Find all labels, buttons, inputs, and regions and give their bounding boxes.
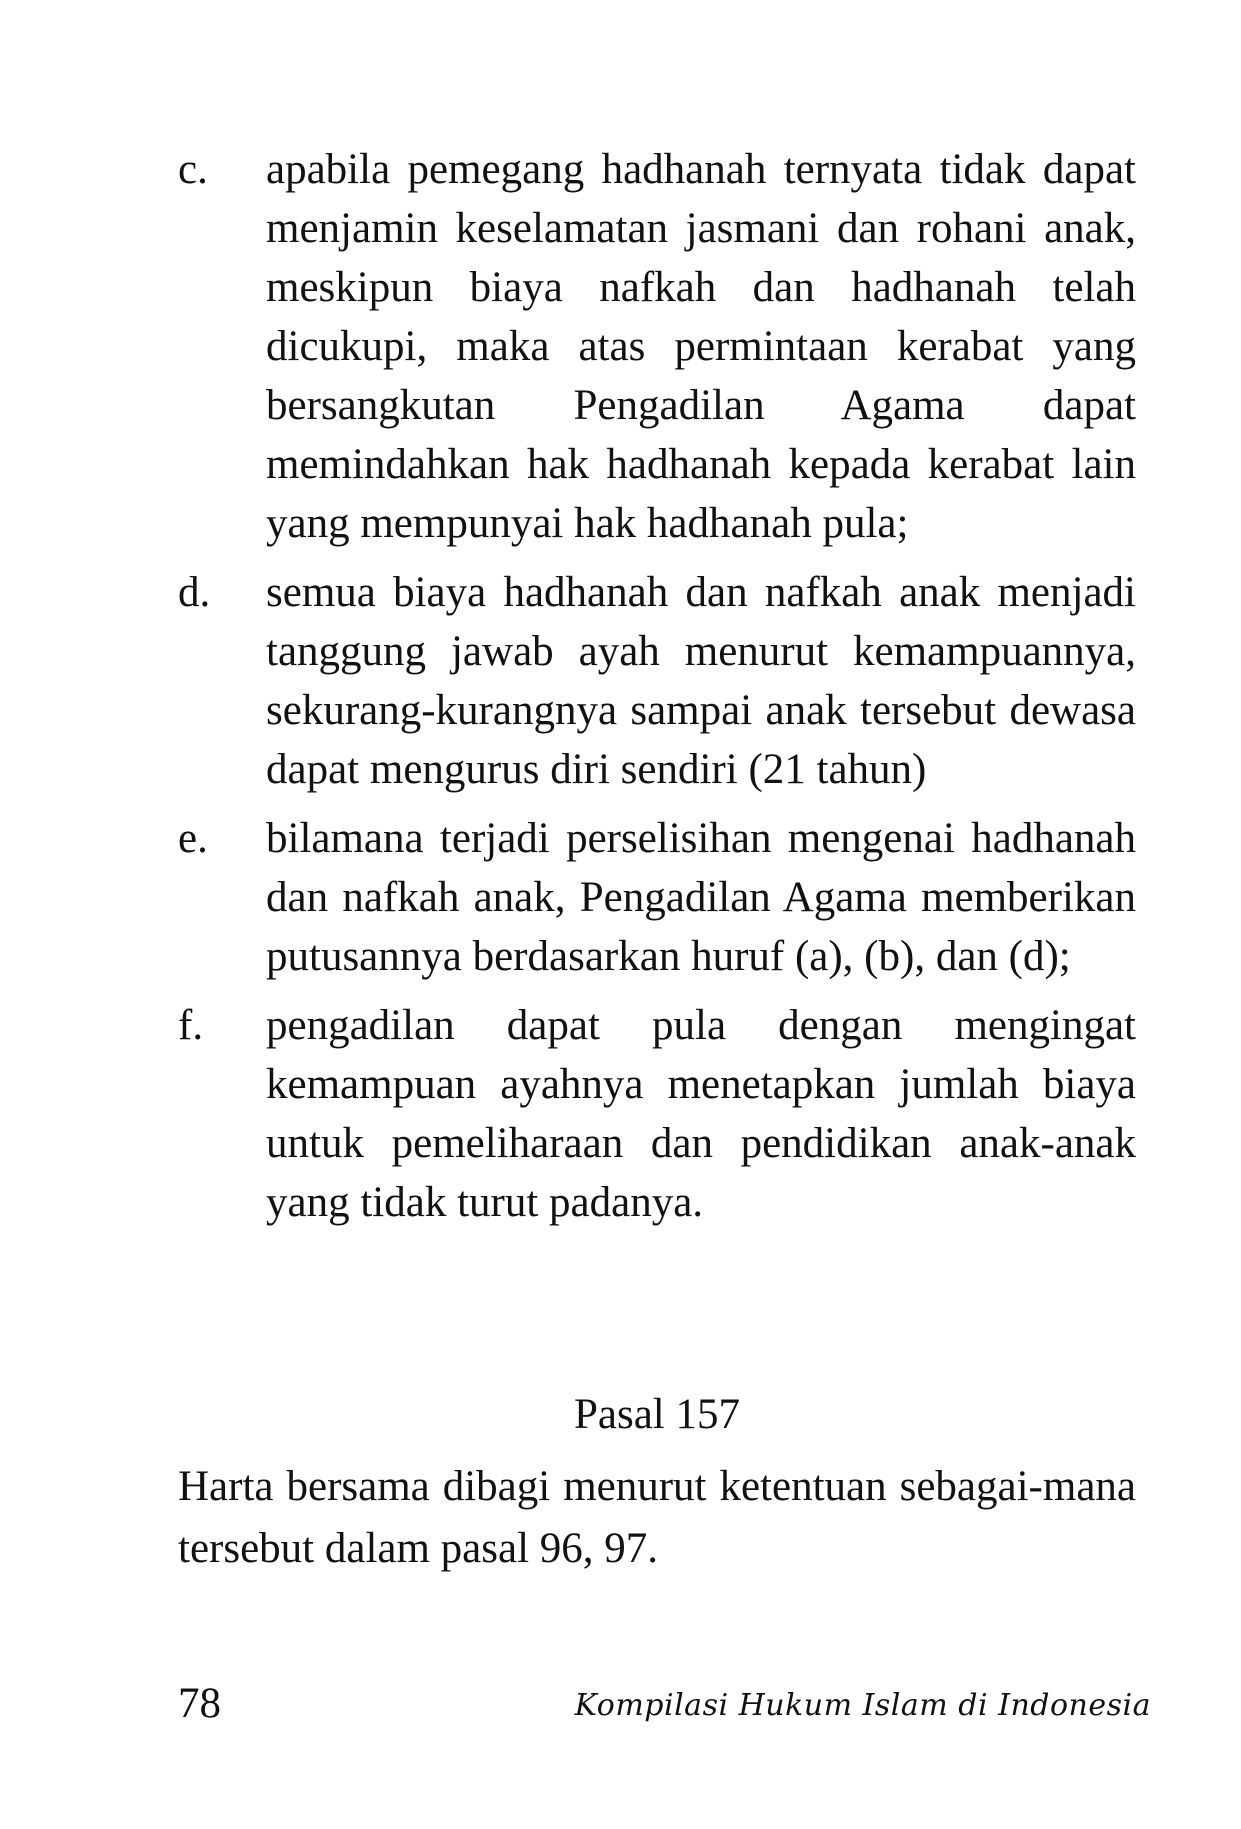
list-marker: d. — [178, 569, 211, 616]
list-item-c — [178, 140, 1136, 553]
list-marker: f. — [178, 1002, 204, 1049]
list-item-e — [178, 809, 1136, 986]
list-item-text: bilamana terjadi perselisihan mengenai hadhanah dan nafkah anak, Pengadilan Agama memberikan putusannya berdasarkan huruf (a), (b), dan (d); — [266, 815, 1136, 980]
list-marker: e. — [178, 815, 208, 862]
clause-list — [178, 140, 1136, 1242]
list-marker: c. — [178, 146, 208, 193]
page-number: 78 — [178, 1680, 221, 1727]
list-item-text: pengadilan dapat pula dengan mengingat kemampuan ayahnya menetapkan jumlah biaya untuk pemeliharaan dan pendidikan anak-anak yang tidak turut padanya. — [266, 1002, 1136, 1226]
article-heading: Pasal 157 — [573, 1391, 741, 1438]
list-item-d — [178, 563, 1136, 799]
running-title: Kompilasi Hukum Islam di Indonesia — [574, 1688, 1151, 1723]
list-item-f — [178, 996, 1136, 1232]
article-body: Harta bersama dibagi menurut ketentuan sebagai-mana tersebut dalam pasal 96, 97. — [178, 1463, 1136, 1572]
list-item-text: apabila pemegang hadhanah ternyata tidak dapat menjamin keselamatan jasmani dan rohani anak, meskipun biaya nafkah dan hadhanah telah dicukupi, maka atas permintaan kerabat yang bersangkutan Pengadilan Agama dapat memindahkan hak hadhanah kepada kerabat lain yang mempunyai hak hadhanah pula; — [266, 146, 1136, 547]
list-item-text: semua biaya hadhanah dan nafkah anak menjadi tanggung jawab ayah menurut kemampuannya, sekurang-kurangnya sampai anak tersebut dewasa dapat mengurus diri sendiri (21 tahun) — [266, 569, 1136, 793]
